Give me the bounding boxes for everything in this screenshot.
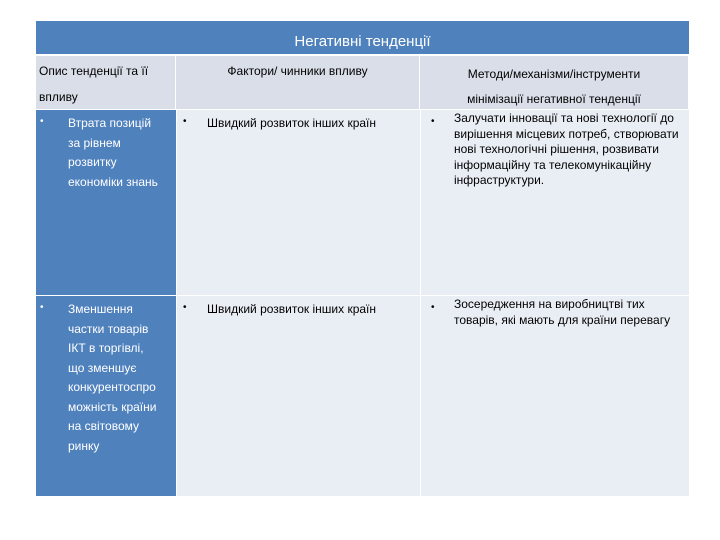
method-text: Зосередження на виробництві тих товарів, які мають для країни перевагу: [454, 297, 671, 327]
trends-table: [36, 21, 689, 496]
header-trend-description: [36, 56, 176, 109]
table-row-2-method: [420, 295, 689, 496]
bullet: •: [40, 302, 44, 313]
bullet: •: [431, 116, 435, 127]
table-title: [36, 21, 689, 56]
bullet: •: [431, 302, 435, 313]
method-text: Залучати інновації та нові технології до вирішення місцевих потреб, створювати нові технологічні рішення, розвивати інформаційну та телекомунікаційну інфраструктури.: [454, 111, 679, 187]
header-trend-line2: впливу: [39, 90, 78, 104]
header-methods-line1: Методи/механізми/інструменти: [467, 67, 641, 81]
table-row-1-factor: [176, 109, 420, 295]
table-title-text: Негативні тенденції: [294, 33, 431, 50]
bullet: •: [40, 116, 44, 127]
table-row-2-factor: [176, 295, 420, 496]
header-methods-line2: мінімізації негативної тенденції: [467, 92, 641, 106]
trend-text: Зменшення частки товарів ІКТ в торгівлі, що зменшує конкурентоспро можність країни на світовому ринку: [68, 302, 157, 453]
header-factors: [176, 56, 420, 109]
table-row-1-trend: [36, 109, 176, 295]
table-row-2-trend: [36, 295, 176, 496]
header-methods: [420, 56, 689, 109]
factor-text: Швидкий розвиток інших країн: [207, 302, 376, 316]
header-factors-text: Фактори/ чинники впливу: [227, 64, 368, 78]
header-trend-line1: Опис тенденції та її: [39, 64, 149, 78]
bullet: •: [183, 116, 187, 127]
trend-text: Втрата позицій за рівнем розвитку економіки знань: [68, 116, 158, 189]
bullet: •: [183, 302, 187, 313]
factor-text: Швидкий розвиток інших країн: [207, 116, 376, 130]
table-row-1-method: [420, 109, 689, 295]
